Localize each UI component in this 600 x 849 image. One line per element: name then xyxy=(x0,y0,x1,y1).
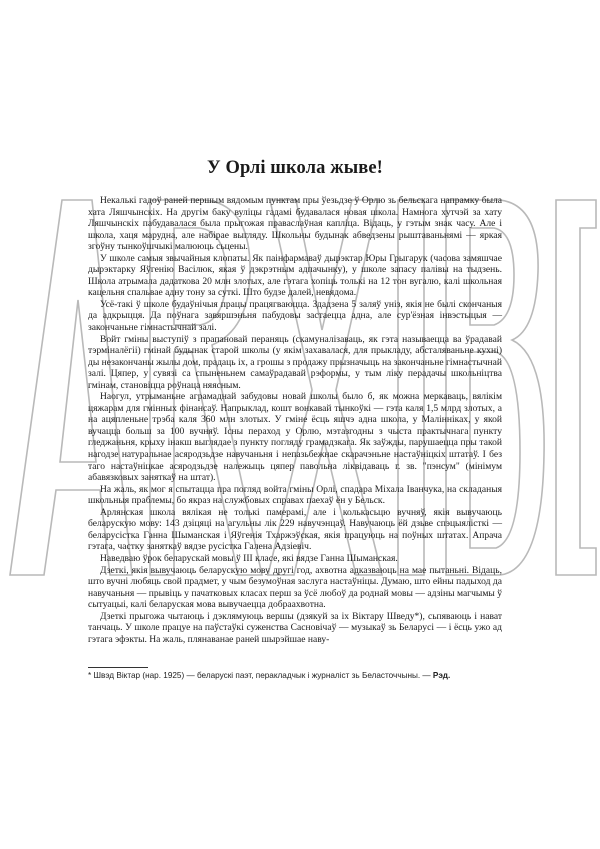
paragraph: Дзеткі, якія вывучаюць беларускую мову другі год, ахвотна адказваюць на мае пытаньні. Відаць, што вучні любяць свой прадмет, у чым безумоўная заслуга настаўніцы. Думаю, што ейны падыход да навучаньня — прывіць у пачатковых класах перш за ўсё любоў да роднай мовы — адзіны магчымы ў сытуацыі, калі беларуская мова вывучаецца добраахвотна. xyxy=(88,564,502,611)
paragraph: Усё-такі ў школе будаўнічыя працы працягваюцца. Здадзена 5 заляў уніз, якія не былі скончаныя да адкрыцця. Да поўнага завяршэньня пабудовы застаецца адна, але сур'ёзная інвэстыцыя — закончаньне гімнастычнай залі. xyxy=(88,298,502,334)
footnote xyxy=(88,671,502,681)
paragraph: Наогул, утрыманьне аграмаднай забудовы новай школы было б, як можна меркаваць, вялікім цяжарам для гмінных фінансаў. Напрыклад, кошт вонкавай тынкоўкі — гэта каля 1,5 млрд злотых, а на ацяпленьне трэба каля 360 млн злотых. У гміне ёсць яшчэ адна школа, у Малінніках, у якой вучацца больш за 100 вучняў. Існы пераход у Орлю, мэтазгодны з чыста практычнага пункту гледжаньня, крыху інакш выглядае з пункту погляду грамадзкага. Як заўжды, парушаецца пры такой нагодзе натуральнае асяродзьдзе навучаньня і непазьбежнае скарачэньне настаўніцкіх штатаў. І без таго настаўніцкае асяродзьдзе належыць цяпер павольна ліквідаваць г. зв. "пэнсум" (мінімум абавязковых заняткаў на штат). xyxy=(88,391,502,484)
paragraph: Наведваю ўрок беларускай мовы ў III класе, які вядзе Ганна Шыманская. xyxy=(100,552,398,564)
paragraph: Войт гміны выступіў з прапановай пераняць (скамуналізаваць, як гэта называецца ва ўрадавай тэрміналёгіі) гмінай будынак старой школы (у якім захавалася, для прыкладу, абсталяваньне кухні) ды незакончаны жылы дом, прадаць іх, а грошы з продажу прызначыць на закончаньне гімнастычнай залі. Цяпер, у сувязі са спыненьнем самаўрадавай рэформы, у тым ліку перадачы школьніцтва гмінам, становіцца роўнаца няясным. xyxy=(88,333,502,391)
article xyxy=(88,0,502,645)
article-title: У Орлі школа жыве! xyxy=(207,158,383,178)
footnote-divider xyxy=(88,667,148,668)
paragraph: У школе самыя звычайныя клопаты. Як паінфармаваў дырэктар Юры Грыгарук (часова замяшчае дырэктарку Яўгенію Васілюк, якая ў дэкрэтным адпачынку), у школе запасу палівы на тыдзень. Школа атрымала дадаткова 20 млн злотых, але гэтага хопіць толькі на 12 тон вугалю, калі школьная кацельня спальвае адну тону за суткі. Што будзе далей, невядома. xyxy=(88,252,502,299)
footnote-signature: Рэд. xyxy=(432,671,451,680)
paragraph: Дзеткі прыгожа чытаюць і дэклямуюць вершы (дзякуй за іх Віктару Шведу*), сьпяваюць і нават танчаць. У школе працуе на паўстаўкі суженства Сасновічаў — музыкаў зь Беларусі — і ёсць ужо ад гэтага эфэкты. На жаль, плянаванае раней шырэйшае наву- xyxy=(88,610,502,645)
paragraph: Некалькі гадоў раней першым вядомым пунктам пры ўезьдзе ў Орлю зь бельскага напрамку была хата Ляшчынскіх. На другім баку вуліцы гадамі будавалася новая школа. Намнога хутчэй за хату Ляшчынскіх пабудавалася была прыгожая праваслаўная капліца. Відаць, у гэтым знак часу. Але і школа, хаця марудна, але набірае выгляду. Школьны будынак абведзены рыштаваньнямі — яркая згоўну тынкоўшчыкі малююць сьцены. xyxy=(88,195,502,253)
paragraph: Арлянская школа вялікая не толькі памерамі, але і колькасьцю вучняў, якія вывучаюць беларускую мову: 143 дзіцяці на агульны лік 229 навучэнцаў. Навучаюць ёй дзьве спэцыялісткі — беларусістка Ганна Шыманская і Яўгенія Тхаржэўская, якія працуюць на поўных штатах. Апрача гэтага, частку заняткаў вядзе русістка Галена Адзіевіч. xyxy=(88,506,502,553)
paragraph: На жаль, як мог я спытацца пра погляд войта гміны Орлі, спадара Міхала Іванчука, на складаныя школьныя праблемы, бо якраз на службовых справах паехаў ён у Бельск. xyxy=(88,483,502,507)
watermark-bracket xyxy=(556,200,596,575)
article-body xyxy=(88,195,502,645)
footnote-text: * Швэд Віктар (нар. 1925) — беларускі паэт, перакладчык і журналіст зь Беласточчыны. — xyxy=(88,671,431,680)
